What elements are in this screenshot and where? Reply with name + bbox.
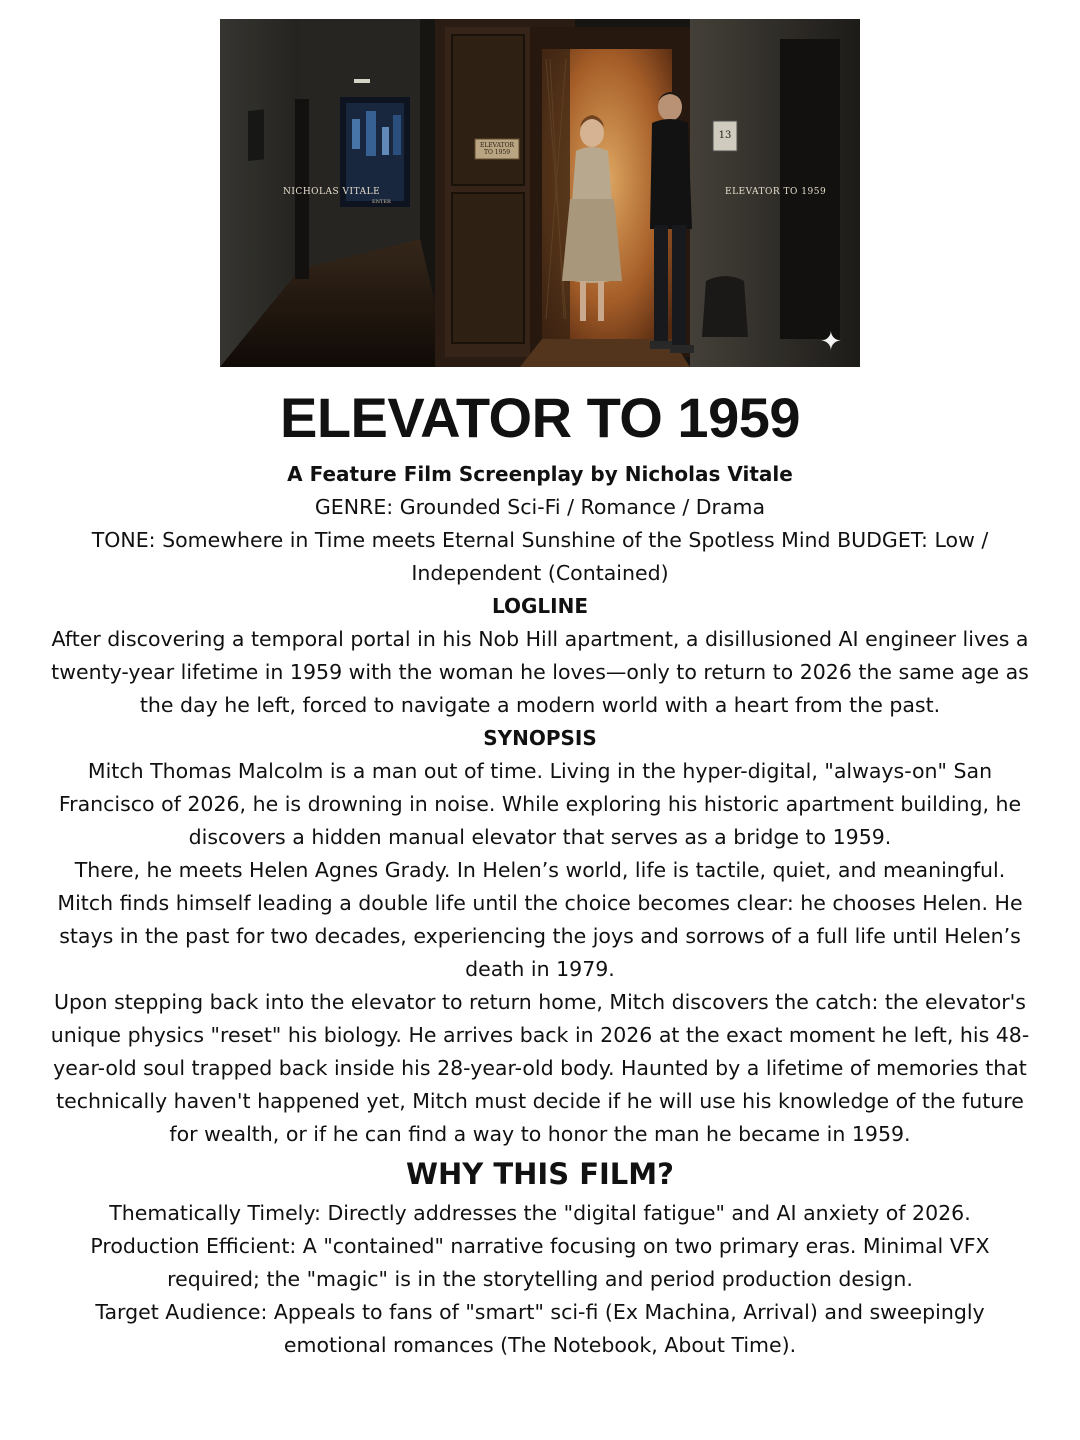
hero-caption-author: NICHOLAS VITALE (283, 187, 381, 197)
door-sign: ELEVATOR TO 1959 (479, 142, 515, 156)
synopsis-line: unique physics "reset" his biology. He arrives back in 2026 at the exact moment he left, his 48- (50, 1023, 1030, 1047)
synopsis-heading: SYNOPSIS (483, 726, 597, 750)
logline-line: twenty-year lifetime in 1959 with the woman he loves—only to return to 2026 the same age as (51, 660, 1029, 684)
synopsis-line: discovers a hidden manual elevator that serves as a bridge to 1959. (188, 825, 892, 849)
tone-line: TONE: Somewhere in Time meets Eternal Sunshine of the Spotless Mind BUDGET: Low / (91, 528, 989, 552)
page-title: ELEVATOR TO 1959 (279, 386, 801, 449)
synopsis-line: Mitch finds himself leading a double life until the choice becomes clear: he chooses Helen. He (57, 891, 1023, 915)
synopsis-line: Francisco of 2026, he is drowning in noise. While exploring his historic apartment building, he (58, 792, 1022, 816)
synopsis-line: year-old soul trapped back inside his 28-year-old body. Haunted by a lifetime of memories that (53, 1056, 1027, 1080)
logline-heading: LOGLINE (491, 594, 589, 618)
why-line: Production Efficient: A "contained" narrative focusing on two primary eras. Minimal VFX (90, 1234, 990, 1258)
logline-line: the day he left, forced to navigate a modern world with a heart from the past. (139, 693, 941, 717)
tone-line: Independent (Contained) (411, 561, 669, 585)
why-line: Thematically Timely: Directly addresses the "digital fatigue" and AI anxiety of 2026. (109, 1201, 971, 1225)
hero-caption-title: ELEVATOR TO 1959 (725, 187, 827, 197)
synopsis-line: Upon stepping back into the elevator to return home, Mitch discovers the catch: the elevator's (54, 990, 1026, 1014)
logline-line: After discovering a temporal portal in his Nob Hill apartment, a disillusioned AI engineer lives a (51, 627, 1029, 651)
synopsis-line: technically haven't happened yet, Mitch must decide if he will use his knowledge of the future (56, 1089, 1024, 1113)
synopsis-line: There, he meets Helen Agnes Grady. In Helen’s world, life is tactile, quiet, and meaningful. (74, 858, 1006, 882)
hero-caption-sub: ENTER (372, 199, 391, 205)
document-body (0, 378, 1080, 1362)
why-line: emotional romances (The Notebook, About Time). (283, 1333, 797, 1357)
sparkle-icon: ✦ (820, 327, 842, 357)
why-heading: WHY THIS FILM? (406, 1157, 674, 1191)
why-line: required; the "magic" is in the storytelling and period production design. (167, 1267, 913, 1291)
synopsis-line: Mitch Thomas Malcolm is a man out of time. Living in the hyper-digital, "always-on" San (87, 759, 993, 783)
genre-line: GENRE: Grounded Sci-Fi / Romance / Drama (314, 495, 766, 519)
hero-image (220, 19, 860, 367)
synopsis-line: stays in the past for two decades, experiencing the joys and sorrows of a full life until Helen’s (59, 924, 1021, 948)
floor-number-sign: 13 (718, 130, 732, 141)
why-line: Target Audience: Appeals to fans of "smart" sci-fi (Ex Machina, Arrival) and sweepingly (95, 1300, 985, 1324)
byline: A Feature Film Screenplay by Nicholas Vitale (287, 462, 793, 486)
synopsis-line: death in 1979. (465, 957, 615, 981)
synopsis-line: for wealth, or if he can find a way to honor the man he became in 1959. (169, 1122, 911, 1146)
